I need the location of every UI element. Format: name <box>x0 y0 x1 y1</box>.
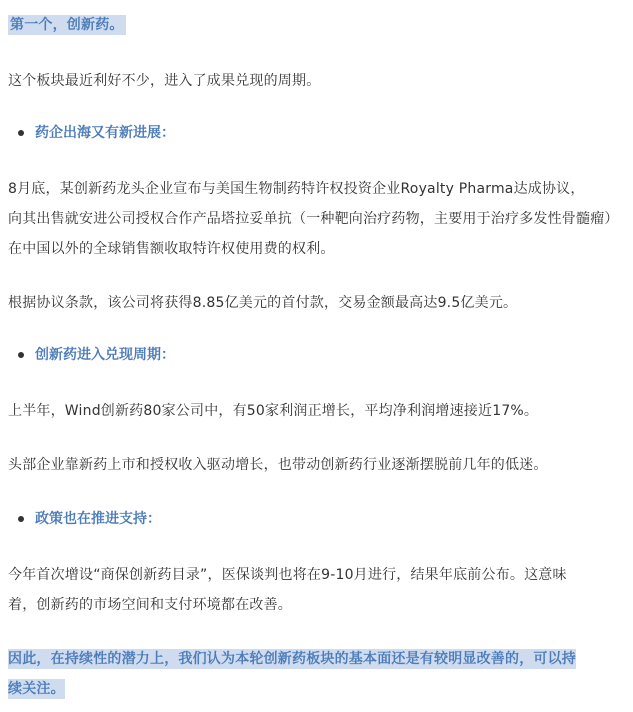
deal-line: 8月底，某创新药龙头企业宣布与美国生物制药特许权投资企业Royalty Pharma达成协议， <box>8 181 585 197</box>
bullet-dot-icon <box>18 516 24 522</box>
bullet-item-realization <box>0 340 625 370</box>
bullet-item-policy <box>0 504 625 534</box>
policy-line: 今年首次增设“商保创新药目录”，医保谈判也将在9-10月进行，结果年底前公布。这意味 <box>8 567 567 583</box>
deal-paragraph <box>8 174 625 264</box>
policy-line: 着，创新药的市场空间和支付环境都在改善。 <box>8 597 292 613</box>
bullet-dot-icon <box>18 352 24 358</box>
intro-paragraph: 这个板块最近利好不少，进入了成果兑现的周期。 <box>8 73 321 89</box>
bullet-dot-icon <box>18 130 24 136</box>
half-year-paragraph: 上半年，Wind创新药80家公司中，有50家利润正增长，平均净利润增速接近17%。 <box>8 403 539 419</box>
bullet-label: 创新药进入兑现周期： <box>35 347 175 363</box>
terms-paragraph: 根据协议条款，该公司将获得8.85亿美元的首付款，交易金额最高达9.5亿美元。 <box>8 295 518 311</box>
section-heading <box>8 10 625 40</box>
conclusion-line: 因此，在持续性的潜力上，我们认为本轮创新药板块的基本面还是有较明显改善的，可以持 <box>8 651 576 667</box>
bullet-label: 政策也在推进支持： <box>35 511 161 527</box>
conclusion-line: 续关注。 <box>8 681 65 697</box>
bullet-item-overseas <box>0 118 625 148</box>
deal-line: 向其出售就安进公司授权合作产品塔拉妥单抗（一种靶向治疗药物，主要用于治疗多发性骨髓瘤） <box>8 211 619 227</box>
conclusion-paragraph <box>8 644 625 704</box>
section-heading-text: 第一个，创新药。 <box>10 17 124 33</box>
deal-line: 在中国以外的全球销售额收取特许权使用费的权利。 <box>8 241 335 257</box>
policy-paragraph <box>8 560 625 620</box>
bullet-label: 药企出海又有新进展： <box>35 125 175 141</box>
growth-paragraph: 头部企业靠新药上市和授权收入驱动增长，也带动创新药行业逐渐摆脱前几年的低迷。 <box>8 457 548 473</box>
